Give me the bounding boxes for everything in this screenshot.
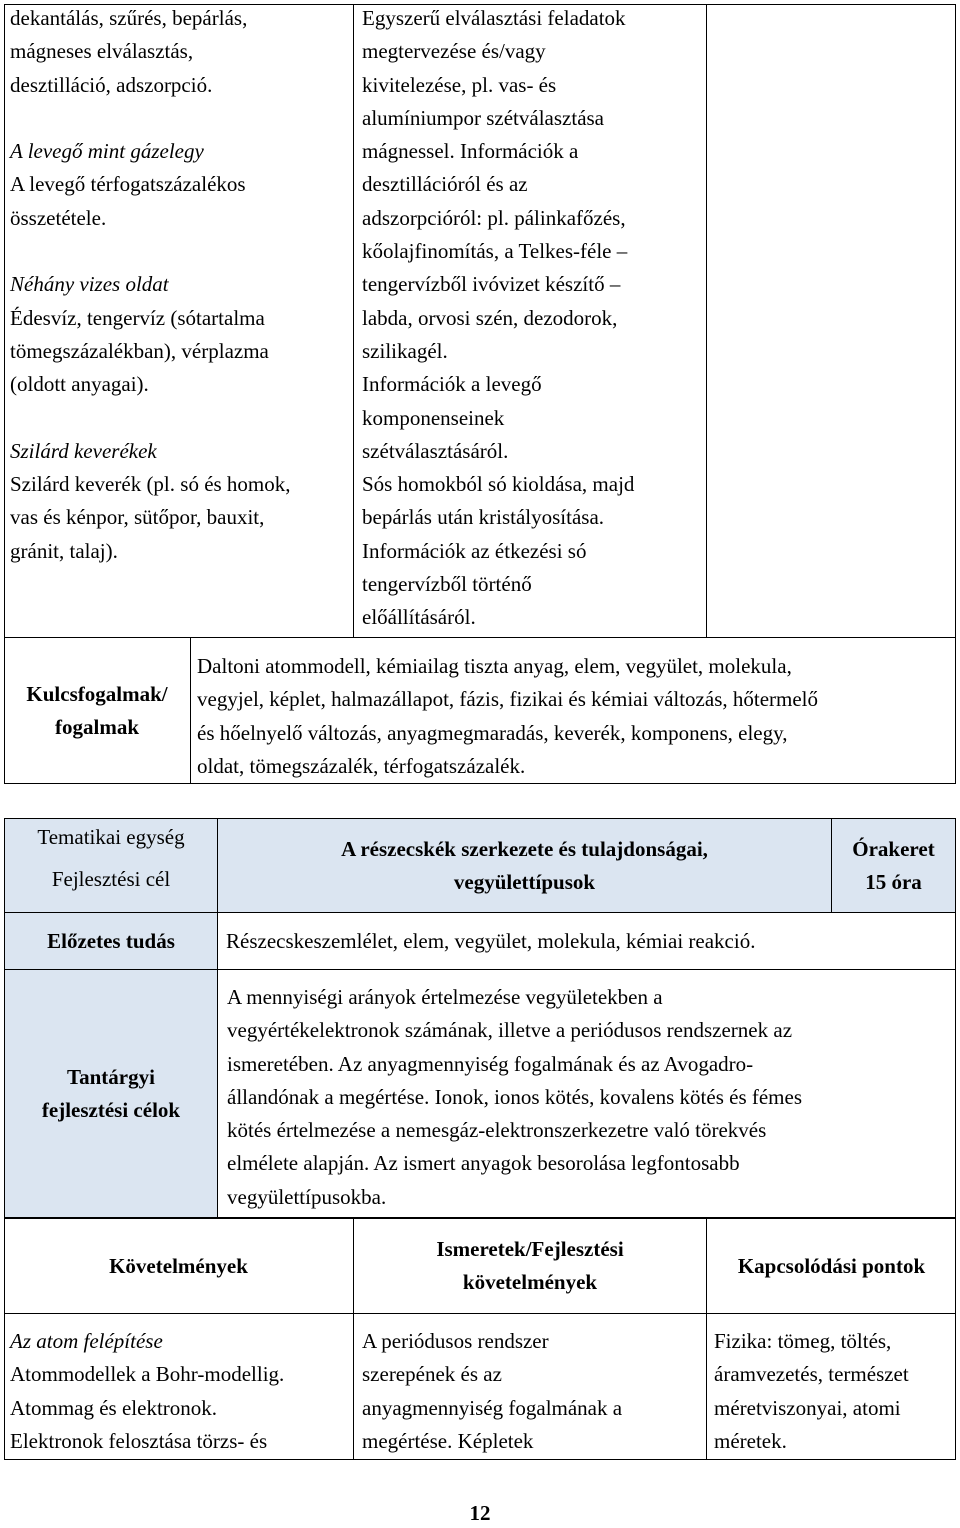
top-left-line: összetétele. [10, 205, 107, 230]
top-left-line [10, 235, 350, 268]
unit-title-line: vegyülettípusok [453, 869, 596, 894]
tantargyi-text-line: vegyülettípusokba. [227, 1184, 387, 1209]
fejlesztesi-cel-label: Fejlesztési cél [51, 867, 171, 891]
ismeretek-header-line: követelmények [462, 1270, 598, 1294]
top-mid-line: szétválasztásáról. [362, 438, 509, 463]
req-row-col2-line: anyagmennyiség fogalmának a [362, 1395, 623, 1420]
top-mid-line: adszorpcióról: pl. pálinkafőzés, [362, 205, 626, 230]
top-left-line: (oldott anyagai). [10, 372, 149, 397]
top-mid-line: Sós homokból só kioldása, majd [362, 472, 635, 497]
req-row-col2-line: A periódusos rendszer [362, 1329, 549, 1353]
top-left-line: tömegszázalékban), vérplazma [10, 338, 269, 363]
top-left-line: Néhány vizes oldat [10, 272, 169, 297]
top-mid-line: kőolajfinomítás, a Telkes-féle – [362, 239, 628, 264]
tantargyi-text-line: elmélete alapján. Az ismert anyagok besorolása legfontosabb [227, 1151, 740, 1176]
kulcs-text-line: oldat, tömegszázalék, térfogatszázalék. [197, 753, 526, 778]
kulcs-text-line: és hőelnyelő változás, anyagmegmaradás, keverék, komponens, elegy, [197, 720, 788, 745]
top-mid-line: komponenseinek [362, 405, 505, 430]
tantargyi-label-line: fejlesztési célok [41, 1097, 181, 1122]
top-left-line: Édesvíz, tengervíz (sótartalma [10, 305, 265, 330]
elozetes-tudas-label: Előzetes tudás [4, 912, 218, 970]
top-mid-line: Információk a levegő [362, 372, 542, 397]
unit-title [217, 818, 832, 913]
tantargyi-celok-label [4, 969, 218, 1218]
top-mid-line: tengervízből történő [362, 572, 532, 597]
top-left-line: dekantálás, szűrés, bepárlás, [10, 6, 248, 30]
req-row-col3-line: Fizika: tömeg, töltés, [714, 1329, 892, 1353]
tantargyi-text-line: vegyértékelektronok számának, illetve a periódusos rendszernek az [227, 1018, 793, 1043]
kulcs-text-line: vegyjel, képlet, halmazállapot, fázis, fizikai és kémiai változás, hőtermelő [197, 687, 819, 712]
top-left-line [10, 102, 350, 135]
top-left-line: desztilláció, adszorpció. [10, 72, 213, 97]
kulcsfogalmak-label [4, 637, 190, 784]
req-row-col1-line: Elektronok felosztása törzs- és [10, 1428, 268, 1453]
page-number: 12 [469, 1501, 491, 1525]
top-mid-line: Információk az étkezési só [362, 538, 587, 563]
req-row-col3-line: áramvezetés, természet [714, 1362, 909, 1387]
top-mid-line: bepárlás után kristályosítása. [362, 505, 605, 530]
orakeret [831, 818, 956, 913]
elozetes-tudas-text: Részecskeszemlélet, elem, vegyület, molekula, kémiai reakció. [226, 929, 756, 953]
orakeret-line: 15 óra [865, 869, 922, 894]
req-header-bottom-rule [4, 1313, 956, 1314]
top-mid-line: alumíniumpor szétválasztása [362, 105, 605, 130]
top-left-line: Szilárd keverékek [10, 438, 157, 463]
req-row-col2-line: szerepének és az [362, 1362, 502, 1387]
top-left-cell [10, 2, 350, 568]
kulcs-label-line: fogalmak [55, 714, 139, 739]
unit-title-line: A részecskék szerkezete és tulajdonságai, [341, 836, 708, 861]
ismeretek-header-line: Ismeretek/Fejlesztési [436, 1237, 624, 1261]
top-left-line: A levegő térfogatszázalékos [10, 172, 246, 197]
tantargyi-celok-text [227, 981, 952, 1214]
top-table-divider-1 [353, 4, 354, 637]
req-row-col3-line: méretek. [714, 1428, 787, 1453]
top-mid-line: desztillációról és az [362, 172, 528, 197]
kulcs-label-line: Kulcsfogalmak/ [26, 681, 168, 706]
kulcs-text-line: Daltoni atommodell, kémiailag tiszta anyag, elem, vegyület, molekula, [197, 654, 792, 678]
top-left-line: Szilárd keverék (pl. só és homok, [10, 472, 291, 497]
top-mid-line: előállításáról. [362, 605, 476, 630]
top-mid-line: kivitelezése, pl. vas- és [362, 72, 557, 97]
req-row-col2 [362, 1325, 702, 1458]
kovetelmenyek-header: Követelmények [109, 1253, 248, 1278]
req-row-col3 [714, 1325, 954, 1458]
kulcs-divider [190, 637, 191, 784]
tantargyi-label-line: Tantárgyi [67, 1064, 155, 1089]
req-row-col1-line: Atommodellek a Bohr-modellig. [10, 1362, 285, 1387]
kulcsfogalmak-text [197, 650, 952, 783]
top-left-line: A levegő mint gázelegy [10, 139, 204, 164]
top-mid-line: tengervízből ivóvizet készítő – [362, 272, 621, 297]
top-left-line: vas és kénpor, sütőpor, bauxit, [10, 505, 265, 530]
top-left-line [10, 402, 350, 435]
req-row-col1 [10, 1325, 350, 1458]
top-table-divider-2 [706, 4, 707, 637]
tantargyi-text-line: kötés értelmezése a nemesgáz-elektronszerkezetre való törekvés [227, 1118, 767, 1143]
tantargyi-text-line: állandónak a megértése. Ionok, ionos kötés, kovalens kötés és fémes [227, 1084, 803, 1109]
req-row-col1-line: Az atom felépítése [10, 1329, 163, 1353]
top-mid-cell [362, 2, 702, 635]
orakeret-line: Órakeret [852, 836, 935, 861]
tantargyi-text-line: ismeretében. Az anyagmennyiség fogalmának és az Avogadro- [227, 1051, 754, 1076]
req-row-col1-line: Atommag és elektronok. [10, 1395, 218, 1420]
kapcsolodasi-pontok-header: Kapcsolódási pontok [737, 1253, 926, 1278]
top-mid-line: szilikagél. [362, 338, 448, 363]
tantargyi-text-line: A mennyiségi arányok értelmezése vegyületekben a [227, 985, 663, 1009]
top-left-line: mágneses elválasztás, [10, 39, 194, 64]
req-row-col3-line: méretviszonyai, atomi [714, 1395, 901, 1420]
top-left-line: gránit, talaj). [10, 538, 118, 563]
top-mid-line: Egyszerű elválasztási feladatok [362, 6, 626, 30]
top-mid-line: labda, orvosi szén, dezodorok, [362, 305, 618, 330]
req-row-col2-line: megértése. Képletek [362, 1428, 534, 1453]
top-mid-line: mágnessel. Információk a [362, 139, 579, 164]
top-mid-line: megtervezése és/vagy [362, 39, 546, 64]
tematikai-label: Tematikai egység [37, 825, 185, 849]
ismeretek-header [354, 1219, 706, 1313]
